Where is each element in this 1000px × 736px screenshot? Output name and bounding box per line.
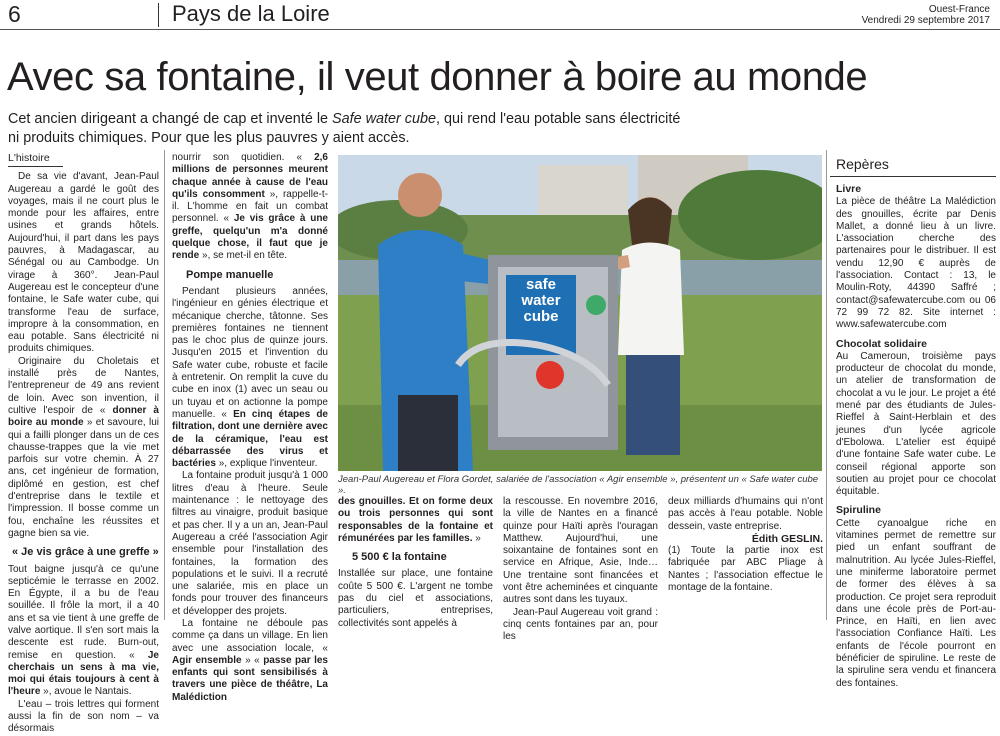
text-run: La fontaine ne déboule pas comme ça dans un village. En lien avec une association locale, « (172, 617, 328, 654)
publication-date: Vendredi 29 septembre 2017 (861, 15, 990, 26)
reperes-title: Repères (830, 150, 996, 177)
lead-text-end: , qui rend l'eau potable sans électricité ni produits chimiques. Pour que les plus pauvres y aient accès. (8, 111, 681, 146)
paragraph: La fontaine produit jusqu'à 1 000 litres d'eau à l'heure. Seule maintenance : le nettoyage des filtres au vinaigre, produit basique et pas cher. Il y a un an, Jean-Paul Augereau a créé l'association Agir ensemble pour l'installation des fontaines, la formation des populations et le suivi. Il a recruté une salariée, mis en place un fonds pour trouver des financeurs et développer des projets. (172, 470, 328, 617)
paragraph: L'eau – trois lettres qui forment aussi la fin de son nom – va désormais (8, 698, 159, 735)
photo-illustration (338, 155, 822, 471)
paragraph (172, 618, 328, 704)
text-run: Originaire du Choletais et installé près de Nantes, l'entrepreneur de 49 ans revient de loin. Avec son invention, il cultive l'espoir de « (8, 355, 159, 416)
cube-label: safe water cube (521, 276, 561, 325)
paragraph (8, 356, 159, 540)
reperes-heading: Spiruline (836, 504, 881, 517)
section-title: Pays de la Loire (172, 1, 330, 26)
article-column-1 (8, 152, 159, 736)
text-run: », rappelle-t-il. L'homme en fait un combat personnel. « (172, 188, 328, 225)
quote-bold: Je vis grâce à une greffe, quelqu'un m'a donné quelque chose, il faut que je rende (172, 213, 328, 262)
text-run: », avoue le Nantais. (40, 686, 132, 698)
quote-bold: des gnouilles. Et on forme deux ou trois personnes qui sont responsables de la fontaine et rémunérées par les familles. (338, 496, 493, 544)
lead-paragraph (8, 110, 688, 148)
article-photo (338, 155, 822, 471)
article-column-4 (503, 496, 658, 644)
subheading: 5 500 € la fontaine (352, 551, 447, 564)
paragraph (8, 564, 159, 699)
rubric-label: L'histoire (8, 152, 63, 167)
reperes-column (830, 183, 996, 690)
publication-info (862, 4, 990, 26)
article-column-2 (172, 152, 328, 704)
text-run: Pendant plusieurs années, l'ingénieur en génies électrique et mécanique cherche, tâtonne. Ses premières fontaines ne tiennent pas le choc plus de quinze jours. Jusqu'en 2015 et l'invention du Safe water cube, robuste et facile à entretenir. On remplit la cuve du cube en inox (1) avec un seau ou un tuyau et on actionne la pompe manuelle. « (172, 285, 328, 420)
reperes-box (830, 150, 996, 690)
quote-bold: donner à boire au monde (8, 404, 159, 429)
paragraph: deux milliards d'humains qui n'ont pas accès à l'eau potable. Noble dessein, vaste entreprise. (668, 496, 823, 532)
text-run: », explique l'inventeur. (215, 458, 318, 470)
article-column-5 (668, 496, 823, 594)
reperes-text: Au Cameroun, troisième pays producteur de chocolat du monde, un atelier de transformation de chocolat a vu le jour. Le projet a été mené par des étudiants de Jules-Rieffel à Saint-Herblain et des jeunes d'un lycée agricole d'Ebolowa. L'atelier est équipé d'une fontaine Safe water cube. Le conseil régional apporte son soutien au projet pour ce chocolat équitable. (836, 350, 996, 498)
reperes-text: La pièce de théâtre La Malédiction des gnouilles, écrite par Denis Mallet, a donné lieu à un livre. L'association cherche des partenaires pour le distribuer. Il est vendu 12,90 € auprès de l'association. Contact : 13, le Moulin-Roty, 44390 Saffré ; contact@safewatercube.com ou 06 72 99 72 82. Site internet : www.safewatercube.com (836, 196, 996, 331)
subheading: Pompe manuelle (186, 268, 274, 281)
text-run: nourrir son quotidien. « (172, 152, 315, 163)
text-run: » et savoure, lui qui a failli plonger dans un de ces chausse-trappes que la vie met parfois sur votre chemin. À 27 ans, cet ingénieur de formation, diplômé en gestion, est chef d'entreprise dans le textile et l'impression. Il bosse comme un fou, enchaîne les réussites et gagne bien sa vie. (8, 417, 160, 539)
page-number: 6 (8, 1, 21, 27)
page-header (0, 0, 1000, 30)
header-rule (0, 29, 1000, 30)
publication-name: Ouest-France (928, 4, 990, 15)
quote-bold: En cinq étapes de filtration, dont une dernière avec de la céramique, l'eau est débarrassée des virus et bactéries (172, 408, 328, 470)
article-column-3 (338, 496, 493, 630)
paragraph: Jean-Paul Augereau voit grand : cinq cents fontaines par an, pour les (503, 606, 658, 643)
text-run: Agir ensemble (172, 654, 242, 666)
paragraph: Installée sur place, une fontaine coûte 5 500 €. L'argent ne tombe pas du ciel et associations, particuliers, entreprises, collectivités sont appelés à (338, 568, 493, 629)
text-run: Tout baigne jusqu'à ce qu'une septicémie le terrasse en 2002. En Égypte, il a bu de l'eau souillée. Il frôle la mort, il a 40 ans et sa vie tient à une greffe de valve aortique. Il s'en sort mais la descente est rude. Burn-out, remise en question. « (8, 563, 159, 661)
text-run: » « (241, 654, 264, 666)
quote-bold: passe par les enfants qui sont sensibilisés à travers une pièce de théâtre, La Malédiction (172, 654, 328, 703)
paragraph (338, 496, 493, 545)
lead-italic: Safe water cube (332, 111, 437, 127)
paragraph: De sa vie d'avant, Jean-Paul Augereau a gardé le goût des voyages, mais il ne court plus le monde pour les affaires, entre usines et grands hôtels. Aujourd'hui, il part dans les pays pauvres, à Madagascar, au Sénégal ou au Cambodge. Un virage à 360°. Jean-Paul Augereau est le concepteur d'une fontaine, le Safe water cube, qui transforme l'eau de surface, impropre à la consommation, en eau potable. Sans électricité ni produits chimiques. (8, 171, 159, 355)
paragraph (172, 286, 328, 470)
reperes-heading: Livre (836, 183, 862, 195)
footnote: (1) Toute la partie inox est fabriquée par ABC Pliage à Nantes ; l'association effectue le montage de la fontaine. (668, 545, 823, 594)
header-divider (158, 3, 159, 27)
author-signature: Édith GESLIN. (751, 532, 823, 545)
photo-caption: Jean-Paul Augereau et Flora Gordet, salariée de l'association « Agir ensemble », présentent un « Safe water cube ». (338, 474, 819, 496)
lead-text: Cet ancien dirigeant a changé de cap et inventé le (8, 111, 333, 127)
text-run: » (472, 532, 481, 544)
column-divider (164, 150, 165, 620)
column-divider (826, 150, 827, 620)
text-run: », se met-il en tête. (199, 250, 288, 262)
paragraph: la rescousse. En novembre 2016, la ville de Nantes en a financé quinze pour Haïti après l'ouragan Matthew. Aujourd'hui, une soixantaine de fontaines sont en service en Afrique, Asie, Inde… Une trentaine sont financées et vont être acheminées et cinquante autres sont dans les tuyaux. (503, 496, 658, 606)
quote-bold: 2,6 millions de personnes meurent chaque année à cause de l'eau qu'ils consomment (172, 152, 328, 200)
quote-bold: Je cherchais un sens à ma vie, moi qui étais toujours à cent à l'heure (8, 649, 159, 698)
reperes-heading: Chocolat solidaire (836, 337, 928, 350)
paragraph (172, 152, 328, 263)
headline: Avec sa fontaine, il veut donner à boire au monde (7, 55, 868, 99)
reperes-text: Cette cyanoalgue riche en vitamines permet de remettre sur pied un enfant souffrant de malnutrition. Au lycée Jules-Rieffel, une miniferme laboratoire permet de former des élèves à sa production. Ce projet sera reproduit dans une école près de Port-au-Prince, en Haïti, en lien avec l'association Confiance Haïti. Les enfants de l'école pourront en bénéficier de spiruline. Le reste de la spiruline sera vendu et financera des fontaines. (836, 517, 996, 689)
subheading: « Je vis grâce à une greffe » (12, 546, 159, 559)
